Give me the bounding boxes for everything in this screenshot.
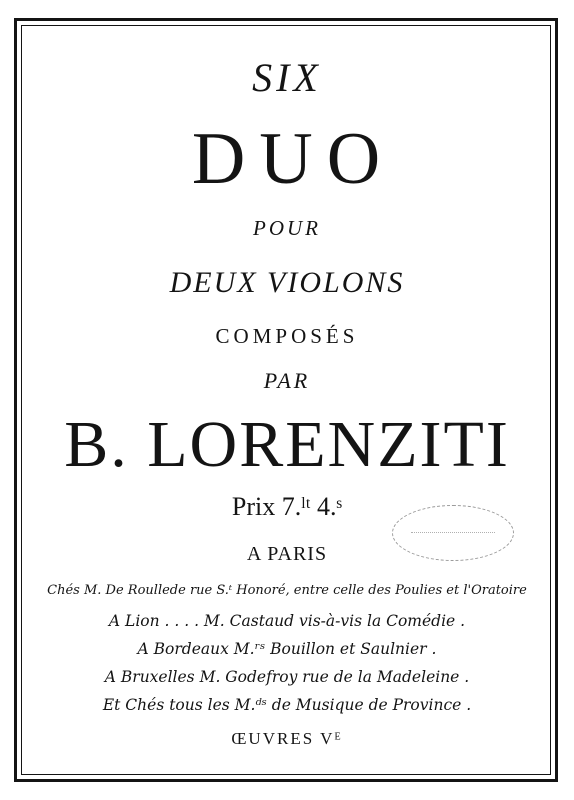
title-pour: POUR (253, 216, 321, 240)
title-par: PAR (263, 368, 311, 393)
title-composes: COMPOSÉS (215, 324, 359, 348)
address-line-bruxelles: A Bruxelles M. Godefroy rue de la Madeleine . (104, 668, 470, 686)
title-duo: DUO (191, 118, 395, 200)
title-deux-violons: DEUX VIOLONS (169, 266, 405, 299)
address-line-province: Et Chés tous les M.ᵈˢ de Musique de Province . (102, 696, 472, 714)
title-six: SIX (252, 55, 322, 100)
address-line-lion: A Lion . . . . M. Castaud vis-à-vis la Comédie . (108, 612, 466, 630)
composer-name: B. LORENZITI (64, 408, 510, 481)
publisher-city: A PARIS (246, 543, 328, 565)
opus-number: ŒUVRES Vᴱ (231, 729, 343, 748)
price-line: Prix 7.ˡᵗ 4.ˢ (231, 492, 343, 521)
address-line-bordeaux: A Bordeaux M.ʳˢ Bouillon et Saulnier . (137, 640, 437, 658)
address-line-paris: Chés M. De Roullede rue S.ᵗ Honoré, entre celle des Poulies et l'Oratoire (47, 583, 527, 598)
